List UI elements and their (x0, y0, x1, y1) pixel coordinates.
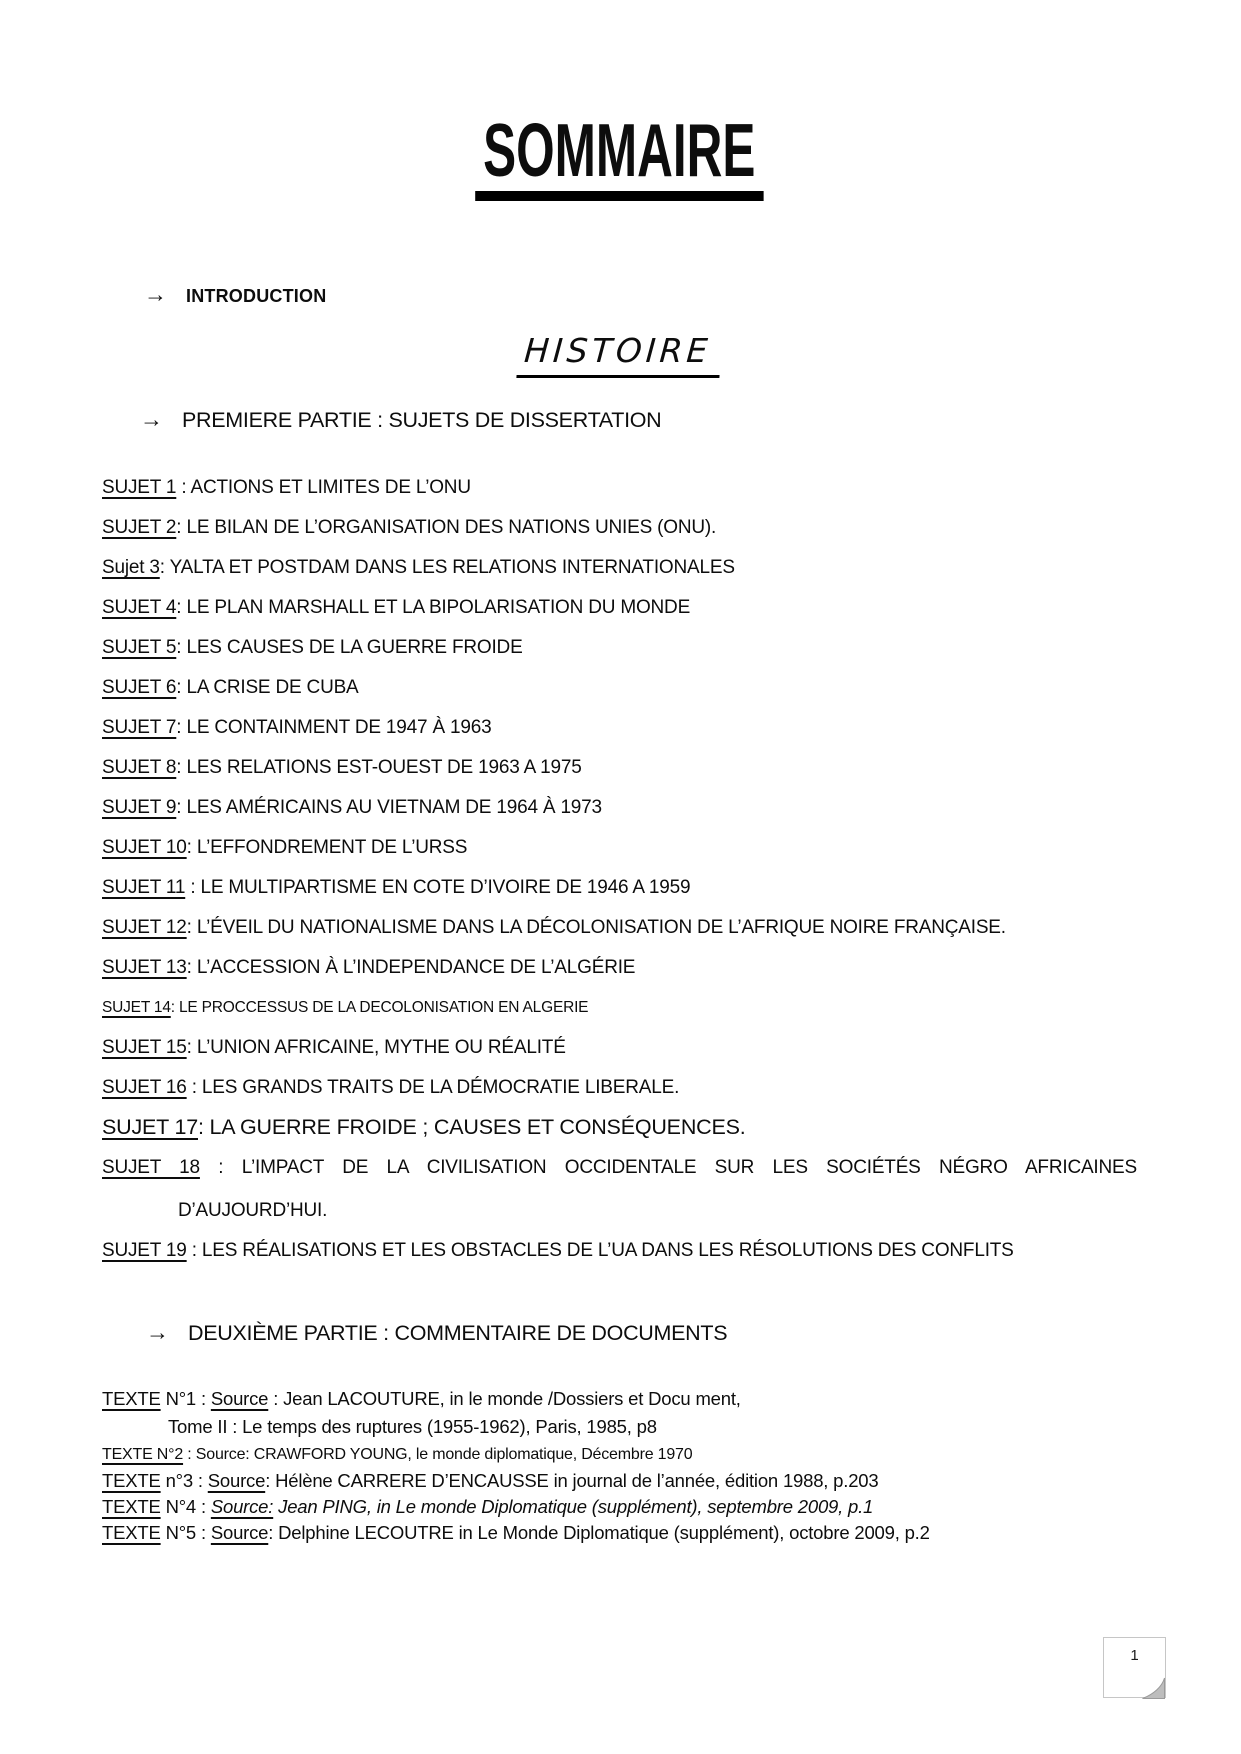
texte-item (102, 1386, 1137, 1412)
sujet-sep: : (176, 637, 187, 658)
sujet-item (102, 797, 1137, 818)
sujet-label: SUJET 15 (102, 1037, 187, 1058)
sujet-sep: : (159, 557, 170, 578)
sujet-item (102, 837, 1137, 858)
page-curl-icon (1141, 1677, 1166, 1700)
sujet-text: LA CRISE DE CUBA (186, 677, 359, 698)
textes-list (102, 1386, 1137, 1546)
texte-label: TEXTE (102, 1470, 161, 1491)
sujet-item (102, 1037, 1137, 1058)
texte-item (102, 1442, 1137, 1468)
sujet-sep: : (199, 1157, 242, 1178)
sujet-text: LE CONTAINMENT DE 1947 À 1963 (186, 717, 492, 738)
sujet-text: LES RÉALISATIONS ET LES OBSTACLES DE L’UA DANS LES RÉSOLUTIONS DES CONFLITS (201, 1240, 1014, 1261)
sujet-label: SUJET 1 (102, 477, 177, 498)
texte-num: N°1 : (160, 1388, 211, 1409)
sujet-item (102, 1157, 1137, 1178)
premiere-partie-heading: PREMIERE PARTIE : SUJETS DE DISSERTATION (182, 408, 662, 432)
sujet-label: SUJET 4 (102, 597, 177, 618)
texte-label: TEXTE (102, 1522, 161, 1543)
texte-text: : Delphine LECOUTRE in Le Monde Diplomatique (supplément), octobre 2009, p.2 (268, 1522, 930, 1543)
page-number: 1 (1130, 1647, 1139, 1664)
sujet-label: SUJET 10 (102, 837, 187, 858)
sujet-sep: : (176, 677, 187, 698)
texte-num: N°4 : (160, 1496, 211, 1517)
texte-source-label: Source (210, 1522, 269, 1543)
sujets-list (102, 477, 1137, 1261)
sujet-label: SUJET 18 (102, 1157, 200, 1178)
sujet-label: SUJET 13 (102, 957, 187, 978)
texte-item (102, 1468, 1137, 1494)
sujet-item (102, 1077, 1137, 1098)
sujet-sep: : (185, 877, 201, 898)
page-title: SOMMAIRE (475, 116, 763, 201)
sujet-item (102, 637, 1137, 658)
arrow-icon: → (144, 281, 167, 307)
sujet-text: L’EFFONDREMENT DE L’URSS (196, 837, 468, 858)
sujet-sep: : (186, 917, 197, 938)
sujet-sep: : (176, 597, 187, 618)
texte-label: TEXTE N°2 (102, 1446, 184, 1463)
sujet-item (102, 517, 1137, 538)
section-introduction (144, 283, 1137, 307)
sujet-text: LES AMÉRICAINS AU VIETNAM DE 1964 À 1973 (186, 797, 602, 818)
sujet-label: SUJET 8 (102, 757, 177, 778)
sujet-sep: : (186, 837, 197, 858)
sujet-label: Sujet 3 (102, 557, 160, 578)
texte-text: : Hélène CARRERE D’ENCAUSSE in journal de l’année, édition 1988, p.203 (265, 1470, 879, 1491)
sujet-sep: : (176, 517, 187, 538)
sujet-item (102, 877, 1137, 898)
texte-num: N°5 : (160, 1522, 211, 1543)
section-deuxieme-partie (146, 1321, 1137, 1346)
sujet-text: LES GRANDS TRAITS DE LA DÉMOCRATIE LIBERALE. (201, 1077, 680, 1098)
arrow-icon: → (140, 406, 163, 432)
sujet-label: SUJET 17 (102, 1115, 198, 1139)
sujet-item (102, 1240, 1137, 1261)
sujet-item (102, 597, 1137, 618)
sujet-sep: : (176, 797, 187, 818)
sujet-item (102, 677, 1137, 698)
sujet-label: SUJET 14 (102, 999, 171, 1016)
sujet-label: SUJET 7 (102, 717, 177, 738)
histoire-wrap (102, 331, 1137, 378)
sujet-sep: : (176, 757, 187, 778)
sujet-text: L’UNION AFRICAINE, MYTHE OU RÉALITÉ (196, 1037, 566, 1058)
sujet-item (102, 477, 1137, 498)
texte-text: : Jean LACOUTURE, in le monde /Dossiers et Docu ment, (268, 1388, 741, 1409)
sujet-item (102, 997, 1137, 1018)
sujet-text: YALTA ET POSTDAM DANS LES RELATIONS INTERNATIONALES (169, 557, 735, 578)
sujet-item (102, 1117, 1137, 1138)
sujet-item (102, 917, 1137, 938)
sujet-sep: : (176, 717, 187, 738)
sujet-text: L’ÉVEIL DU NATIONALISME DANS LA DÉCOLONISATION DE L’AFRIQUE NOIRE FRANÇAISE. (196, 917, 1006, 938)
sujet-item (102, 757, 1137, 778)
sujet-sep: : (170, 999, 179, 1016)
section-premiere-partie (140, 408, 1137, 433)
sujet-sep: : (198, 1115, 210, 1139)
sujet-text: LA GUERRE FROIDE ; CAUSES ET CONSÉQUENCES. (209, 1115, 746, 1139)
sujet-item (102, 957, 1137, 978)
texte-text: : Source: CRAWFORD YOUNG, le monde diplomatique, Décembre 1970 (183, 1446, 693, 1463)
title-wrap (102, 0, 1137, 201)
sujet-item-continuation: D’AUJOURD’HUI. (178, 1200, 328, 1221)
sujet-sep: : (186, 1077, 202, 1098)
deuxieme-partie-heading: DEUXIÈME PARTIE : COMMENTAIRE DE DOCUMENTS (188, 1321, 728, 1345)
sujet-text: L’ACCESSION À L’INDEPENDANCE DE L’ALGÉRIE (196, 957, 636, 978)
sujet-text: L’IMPACT DE LA CIVILISATION OCCIDENTALE SUR LES SOCIÉTÉS NÉGRO AFRICAINES (241, 1157, 1137, 1178)
introduction-heading: INTRODUCTION (186, 286, 327, 306)
sujet-sep: : (186, 1037, 197, 1058)
sujet-label: SUJET 5 (102, 637, 177, 658)
sujet-sep: : (186, 957, 197, 978)
sujet-label: SUJET 11 (102, 877, 186, 898)
texte-label: TEXTE (102, 1496, 161, 1517)
texte-item-continuation: Tome II : Le temps des ruptures (1955-1962), Paris, 1985, p8 (168, 1416, 657, 1437)
histoire-heading: HISTOIRE (516, 331, 722, 378)
sujet-label: SUJET 9 (102, 797, 177, 818)
arrow-icon: → (146, 1319, 169, 1345)
sujet-text: LE PLAN MARSHALL ET LA BIPOLARISATION DU MONDE (186, 597, 691, 618)
texte-text: Jean PING, in Le monde Diplomatique (supplément), septembre 2009, p.1 (273, 1496, 874, 1517)
sujet-text: LE BILAN DE L’ORGANISATION DES NATIONS UNIES (ONU). (186, 517, 717, 538)
sujet-sep: : (186, 1240, 202, 1261)
texte-label: TEXTE (102, 1388, 161, 1409)
texte-item (102, 1494, 1137, 1520)
sujet-label: SUJET 16 (102, 1077, 187, 1098)
texte-source-label: Source: (210, 1496, 274, 1517)
texte-num: n°3 : (160, 1470, 208, 1491)
sujet-text: LE PROCCESSUS DE LA DECOLONISATION EN ALGERIE (178, 999, 589, 1016)
sujet-label: SUJET 2 (102, 517, 177, 538)
sujet-sep: : (176, 477, 191, 498)
sujet-item (102, 557, 1137, 578)
page-number-box (1103, 1637, 1166, 1698)
sujet-text: LE MULTIPARTISME EN COTE D’IVOIRE DE 1946 A 1959 (200, 877, 691, 898)
sujet-text: ACTIONS ET LIMITES DE L’ONU (190, 477, 471, 498)
sujet-text: LES RELATIONS EST-OUEST DE 1963 A 1975 (186, 757, 582, 778)
sujet-item (102, 717, 1137, 738)
sujet-label: SUJET 19 (102, 1240, 187, 1261)
texte-item (102, 1520, 1137, 1546)
sujet-label: SUJET 12 (102, 917, 187, 938)
sujet-label: SUJET 6 (102, 677, 177, 698)
texte-source-label: Source (207, 1470, 266, 1491)
sujet-text: LES CAUSES DE LA GUERRE FROIDE (186, 637, 523, 658)
texte-source-label: Source (210, 1388, 269, 1409)
